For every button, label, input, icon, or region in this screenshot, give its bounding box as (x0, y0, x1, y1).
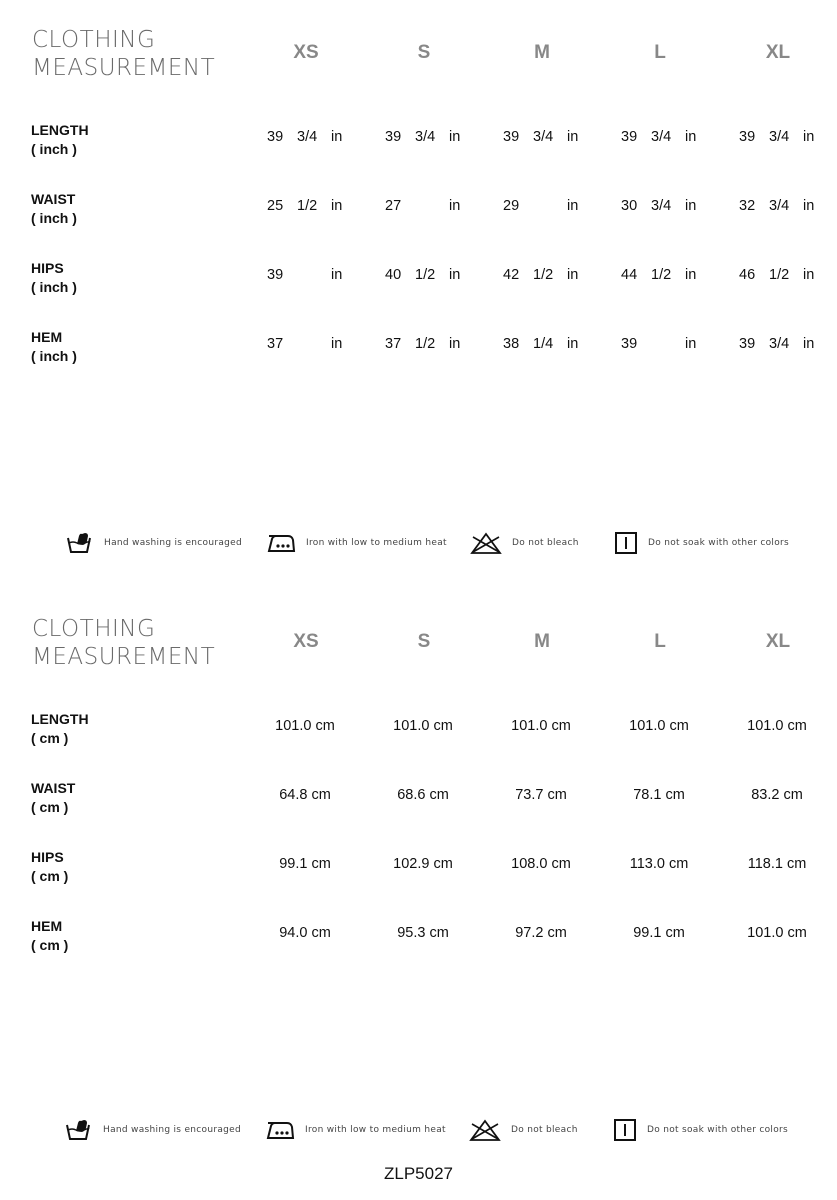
cm-cell: 94.0 cm (279, 925, 331, 941)
cm-cell: 101.0 cm (393, 718, 453, 734)
row-label-hips (31, 848, 68, 886)
row-label-unit: ( inch ) (31, 210, 77, 226)
cm-cell: 68.6 cm (397, 787, 449, 803)
row-label-name: HEM (31, 918, 63, 934)
care-text: Hand washing is encouraged (103, 1125, 242, 1135)
size-header-m: M (534, 631, 550, 652)
cm-cell: 78.1 cm (633, 787, 685, 803)
care-item-iron (266, 528, 447, 558)
care-item-no-bleach (470, 528, 579, 558)
size-header-s: S (417, 42, 431, 63)
row-label-name: HEM (31, 329, 63, 345)
size-header-m: M (534, 42, 550, 63)
row-label-unit: ( inch ) (31, 279, 77, 295)
size-header-l: L (654, 42, 666, 63)
iron-low-medium-icon (266, 531, 296, 555)
cm-cell: 101.0 cm (747, 925, 807, 941)
row-label-hips (31, 259, 77, 297)
row-label-hem (31, 917, 68, 955)
care-text: Do not bleach (512, 538, 579, 548)
size-header-s: S (417, 631, 431, 652)
do-not-soak-icon (613, 1118, 637, 1142)
size-header-l: L (654, 631, 666, 652)
care-text: Hand washing is encouraged (104, 538, 243, 548)
size-header-xs: XS (293, 42, 319, 63)
row-label-name: LENGTH (31, 711, 89, 727)
cm-section-title (32, 615, 215, 671)
cm-cell: 108.0 cm (511, 856, 571, 872)
row-label-unit: ( cm ) (31, 799, 69, 815)
cm-cell: 64.8 cm (279, 787, 331, 803)
row-label-unit: ( inch ) (31, 348, 77, 364)
cm-cell: 83.2 cm (751, 787, 803, 803)
row-label-name: WAIST (31, 191, 76, 207)
row-label-name: HIPS (31, 849, 64, 865)
row-label-unit: ( cm ) (31, 937, 69, 953)
row-label-name: HIPS (31, 260, 64, 276)
size-header-xl: XL (765, 42, 791, 63)
care-item-iron (265, 1115, 446, 1145)
cm-cell: 101.0 cm (629, 718, 689, 734)
title-line-1: CLOTHING (32, 616, 156, 642)
care-text: Do not bleach (511, 1125, 578, 1135)
care-text: Iron with low to medium heat (306, 538, 447, 548)
care-text: Do not soak with other colors (647, 1125, 789, 1135)
cm-cell: 95.3 cm (397, 925, 449, 941)
row-label-waist (31, 190, 77, 228)
row-label-unit: ( cm ) (31, 868, 69, 884)
care-instructions-row (0, 1115, 837, 1145)
cm-cell: 101.0 cm (747, 718, 807, 734)
care-text: Do not soak with other colors (648, 538, 790, 548)
care-item-no-bleach (469, 1115, 578, 1145)
title-line-1: CLOTHING (32, 27, 156, 53)
do-not-bleach-icon (469, 1118, 501, 1142)
row-label-waist (31, 779, 75, 817)
row-label-unit: ( cm ) (31, 730, 69, 746)
row-label-name: LENGTH (31, 122, 89, 138)
cm-cell: 73.7 cm (515, 787, 567, 803)
do-not-soak-icon (614, 531, 638, 555)
row-label-name: WAIST (31, 780, 76, 796)
inch-section-title (32, 26, 215, 82)
cm-cell: 99.1 cm (279, 856, 331, 872)
product-code: ZLP5027 (384, 1164, 453, 1183)
size-header-xl: XL (765, 631, 791, 652)
care-text: Iron with low to medium heat (305, 1125, 446, 1135)
cm-cell: 101.0 cm (511, 718, 571, 734)
size-header-xs: XS (293, 631, 319, 652)
hand-wash-icon (65, 1117, 93, 1143)
cm-cell: 99.1 cm (633, 925, 685, 941)
row-label-unit: ( inch ) (31, 141, 77, 157)
cm-cell: 97.2 cm (515, 925, 567, 941)
row-label-hem (31, 328, 77, 366)
title-line-2: MEASUREMENT (32, 55, 216, 81)
hand-wash-icon (66, 530, 94, 556)
cm-cell: 101.0 cm (275, 718, 335, 734)
care-item-no-soak (614, 528, 789, 558)
cm-cell: 113.0 cm (629, 856, 689, 872)
care-item-no-soak (613, 1115, 788, 1145)
care-item-hand-wash (65, 1115, 241, 1145)
cm-cell: 118.1 cm (747, 856, 807, 872)
iron-low-medium-icon (265, 1118, 295, 1142)
cm-cell: 102.9 cm (393, 856, 453, 872)
do-not-bleach-icon (470, 531, 502, 555)
row-label-length (31, 121, 89, 159)
title-line-2: MEASUREMENT (32, 644, 216, 670)
care-instructions-row (0, 528, 837, 558)
row-label-length (31, 710, 89, 748)
care-item-hand-wash (66, 528, 242, 558)
